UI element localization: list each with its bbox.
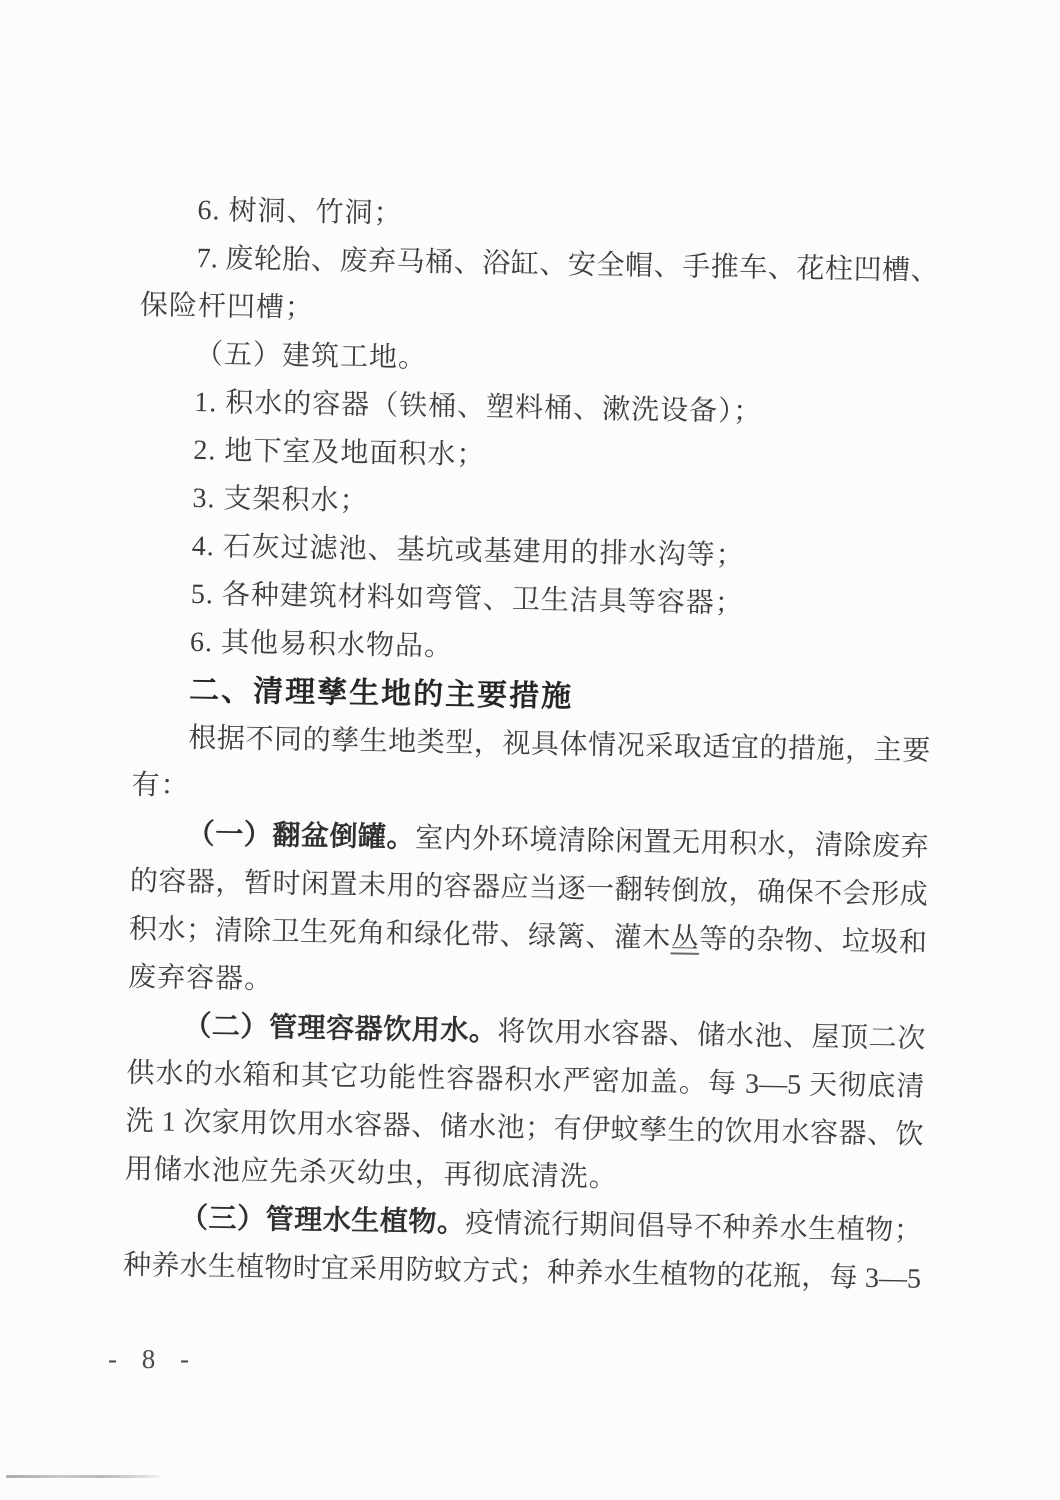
text-line: （五）建筑工地。 (194, 338, 428, 374)
text-line: 6. 树洞、竹洞； (197, 194, 403, 230)
bold-run: （一）翻盆倒罐。 (186, 818, 416, 854)
text-line: 保险杆凹槽； (139, 289, 315, 325)
text-run: 等的杂物、垃圾和 (699, 923, 928, 959)
text-line: 6. 其他易积水物品。 (189, 626, 454, 663)
text-line: 4. 石灰过滤池、基坑或基建用的排水沟等； (191, 530, 745, 572)
scan-artifact-line (6, 1475, 164, 1478)
text-line: 3. 支架积水； (192, 482, 369, 517)
text-run: 疫情流行期间倡导不种养水生植物； (465, 1207, 923, 1247)
bold-run: （三）管理水生植物。 (179, 1202, 466, 1239)
underlined-char: 丛 (670, 923, 700, 955)
text-line: 的容器，暂时闲置未用的容器应当逐一翻转倒放，确保不会形成 (129, 865, 929, 911)
text-run: 积水；清除卫生死角和绿化带、绿篱、灌木 (128, 913, 672, 955)
text-line: 用储水池应先杀灭幼虫，再彻底清洗。 (124, 1153, 619, 1194)
bold-run: （二）管理容器饮用水。 (183, 1010, 498, 1048)
section-heading: 二、清理孳生地的主要措施 (188, 673, 574, 714)
text-line: 2. 地下室及地面积水； (193, 434, 486, 472)
text-line: 洗 1 次家用饮用水容器、储水池；有伊蚊孳生的饮用水容器、饮 (125, 1105, 924, 1151)
text-run: 室内外环境清除闲置无用积水，清除废弃 (414, 822, 929, 863)
page-number: - 8 - (108, 1344, 198, 1374)
text-line: 1. 积水的容器（铁桶、塑料桶、漱洗设备）； (193, 386, 763, 428)
text-line: 种养水生植物时宜采用防蚊方式；种养水生植物的花瓶，每 3—5 (122, 1249, 922, 1295)
text-line: 5. 各种建筑材料如弯管、卫生洁具等容器； (190, 578, 745, 620)
text-line: 供水的水箱和其它功能性容器积水严密加盖。每 3—5 天彻底清 (126, 1057, 925, 1103)
text-run: 将饮用水容器、储水池、屋顶二次 (497, 1016, 926, 1055)
text-line: 根据不同的孳生地类型，视具体情况采取适宜的措施，主要 (188, 722, 931, 767)
text-line: 7. 废轮胎、废弃马桶、浴缸、安全帽、手推车、花柱凹槽、 (196, 242, 939, 287)
text-line: 废弃容器。 (127, 961, 274, 996)
text-line: 有： (131, 769, 190, 802)
document-content (123, 186, 940, 1304)
